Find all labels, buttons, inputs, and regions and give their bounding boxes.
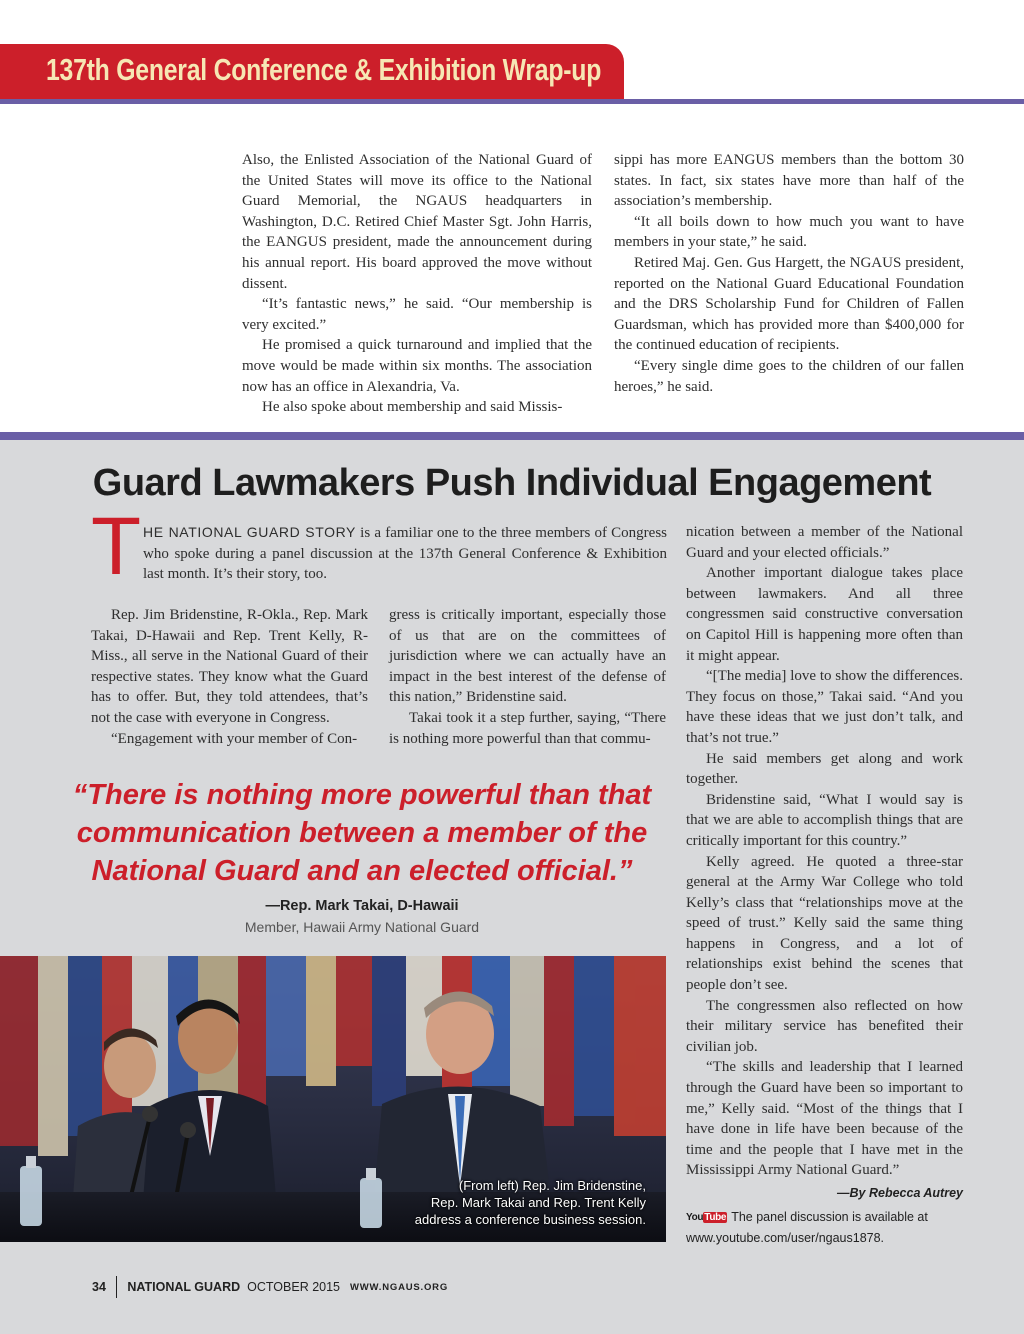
quote-role: Member, Hawaii Army National Guard	[244, 919, 480, 935]
paragraph: He also spoke about membership and said Missis-	[262, 399, 563, 416]
youtube-logo-you: You	[686, 1212, 704, 1223]
feature-intro	[143, 522, 667, 585]
youtube-note-text: The panel discussion is available at www.youtube.com/user/ngaus1878.	[686, 1210, 928, 1245]
intro-text: is a familiar one to the three members of Congress who spoke during a panel discussion at the 137th General Conference & Exhibition last month. It’s their story, too.	[143, 525, 667, 583]
paragraph: “It all boils down to how much you want to have members in your state,” he said.	[614, 213, 964, 251]
byline: —By Rebecca Autrey	[837, 1186, 963, 1200]
paragraph: Kelly agreed. He quoted a three-star general at the Army War College who told Kelly’s class that “relationships move at the speed of trust.” Kelly said the same thing happens in Congress, and a lot of relationships exist behind the scenes that people don’t see.	[686, 853, 963, 994]
pull-quote: “There is nothing more powerful than that communication between a member of the National Guard and an elected official.”	[72, 779, 652, 887]
paragraph: He promised a quick turnaround and implied that the move would be made within six months. The association now has an office in Alexandria, Va.	[242, 337, 592, 395]
youtube-note	[686, 1207, 976, 1248]
footer-divider	[116, 1276, 118, 1298]
feature-col-2	[389, 605, 666, 749]
paragraph: nication between a member of the National Guard and your elected officials.”	[686, 524, 963, 561]
youtube-logo-tube: Tube	[704, 1212, 727, 1223]
website: WWW.NGAUS.ORG	[350, 1281, 449, 1293]
banner-rule	[0, 99, 1024, 104]
page-number: 34	[92, 1280, 106, 1294]
paragraph: Retired Maj. Gen. Gus Hargett, the NGAUS president, reported on the National Guard Educational Foundation and the DRS Scholarship Fund for Children of Fallen Guardsman, which has provided more than $400,000 for the continued education of recipients.	[614, 254, 964, 354]
magazine-name: NATIONAL GUARD	[127, 1280, 241, 1294]
paragraph: “Engagement with your member of Con-	[111, 730, 358, 747]
paragraph: sippi has more EANGUS members than the bottom 30 states. In fact, six states have more than half of the association’s membership.	[614, 152, 964, 210]
paragraph: Another important dialogue takes place between lawmakers. And all three congressmen said constructive conversation on Capitol Hill is happening more often than it might appear.	[686, 565, 963, 664]
intro-lead-in: HE NATIONAL GUARD STORY	[143, 524, 356, 540]
paragraph: Rep. Jim Bridenstine, R-Okla., Rep. Mark Takai, D-Hawaii and Rep. Trent Kelly, R-Miss., all serve in the National Guard of their respective states. They know what the Guard has to offer. But, they told attendees, that’s not the case with everyone in Congress.	[91, 607, 368, 726]
paragraph: Also, the Enlisted Association of the National Guard of the United States will move its office to the National Guard Memorial, the NGAUS headquarters in Washington, D.C. Retired Chief Master Sgt. John Harris, the EANGUS president, made the announcement during his annual report. His board approved the move without dissent.	[242, 152, 592, 292]
panel-photo	[0, 956, 666, 1242]
paragraph: “[The media] love to show the differences. They focus on those,” Takai said. “And you have these ideas that we just don’t talk, and that’s not true.”	[686, 668, 963, 746]
feature-headline: Guard Lawmakers Push Individual Engagement	[92, 462, 932, 504]
top-article-col-2	[614, 150, 964, 418]
section-title: 137th General Conference & Exhibition Wrap-up	[46, 52, 602, 87]
paragraph: Takai took it a step further, saying, “There is nothing more powerful than that commu-	[389, 709, 666, 747]
drop-cap: T	[91, 501, 142, 592]
top-article	[242, 150, 964, 418]
feature-col-1	[91, 605, 368, 749]
photo-caption: (From left) Rep. Jim Bridenstine, Rep. Mark Takai and Rep. Trent Kelly address a conference business session.	[414, 1178, 646, 1227]
section-banner	[0, 44, 624, 100]
section-divider	[0, 432, 1024, 440]
paragraph: “The skills and leadership that I learned through the Guard have been so important to me,” Kelly said. “Most of the things that I have done in life have been because of the time and the people that I have met in the Mississippi Army National Guard.”	[686, 1059, 963, 1179]
feature-col-3	[686, 522, 963, 1181]
paragraph: gress is critically important, especially those of us that are on the committees of jurisdiction where we can actually have an impact in the best interest of the defense of this nation,” Bridenstine said.	[389, 607, 666, 706]
page-footer	[92, 1276, 448, 1298]
top-article-col-1	[242, 150, 592, 418]
paragraph: “It’s fantastic news,” he said. “Our membership is very excited.”	[242, 296, 592, 333]
paragraph: Bridenstine said, “What I would say is that we are able to accomplish things that are critically important for this country.”	[686, 791, 963, 849]
paragraph: The congressmen also reflected on how their military service has benefited their civilian job.	[686, 997, 963, 1055]
paragraph: He said members get along and work together.	[686, 750, 963, 788]
quote-attribution: —Rep. Mark Takai, D-Hawaii	[265, 898, 459, 914]
youtube-icon	[686, 1208, 727, 1228]
issue-date: OCTOBER 2015	[247, 1280, 341, 1294]
paragraph: “Every single dime goes to the children of our fallen heroes,” he said.	[614, 357, 964, 395]
